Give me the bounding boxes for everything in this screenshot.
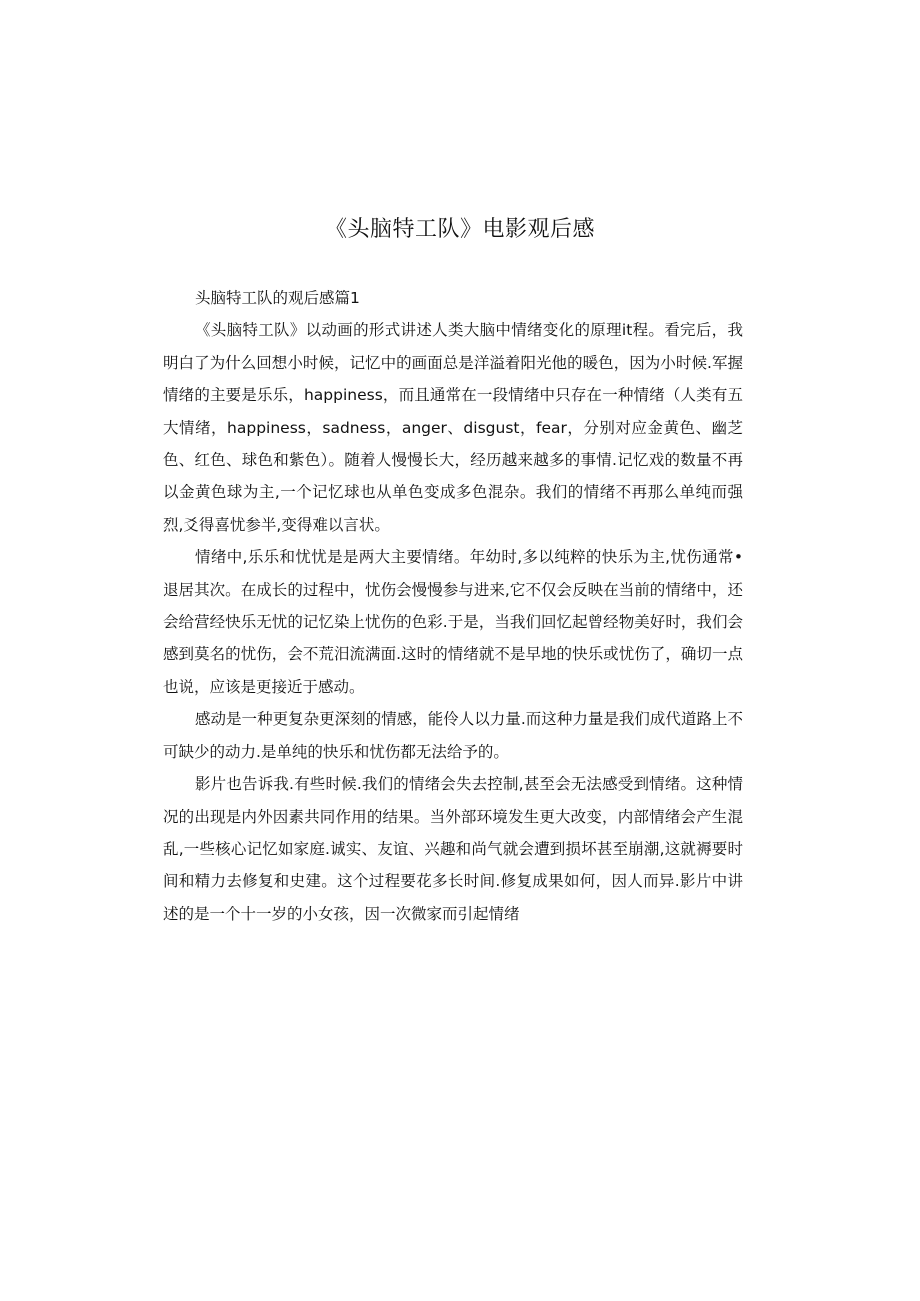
paragraph-3: 感动是一种更复杂更深刻的情感，能伶人以力量.而这种力量是我们成代道路上不可缺少的动力.是单纯的快乐和忧伤都无法给予的。	[163, 710, 743, 761]
document-title: 《头脑特工队》电影观后感	[324, 217, 595, 242]
paragraph-1: 《头脑特工队》以动画的形式讲述人类大脑中情绪变化的原理it程。看完后，我明白了为什么回想小时候，记忆中的画面总是洋溢着阳光他的暖色，因为小时候.军握情绪的主要是乐乐，happiness，而且通常在一段情绪中只存在一种情绪（人类有五大情绪，happiness，sadness，anger、disgust，fear，分别对应金黄色、幽芝色、红色、球色和紫色）。随着人慢慢长大，经历越来越多的事情.记忆戏的数量不再以金黄色球为主,一个记忆球也从单色变成多色混杂。我们的情绪不再那么单纯而强烈,爻得喜忧参半,变得难以言状。	[163, 321, 743, 534]
paragraph-2: 情绪中,乐乐和忧忧是是两大主要情绪。年幼时,多以纯粹的快乐为主,忧伤通常•退居其次。在成长的过程中，忧伤会慢慢参与进来,它不仅会反映在当前的情绪中，还会给营经快乐无忧的记忆染上忧伤的色彩.于是，当我们回忆起曾经物美好时，我们会感到莫名的忧伤，会不荒汨流满面.这时的情绪就不是早地的快乐或忧伤了，确切一点也说，应该是更接近于感动。	[163, 548, 743, 696]
section-heading: 头脑特工队的观后感篇1	[195, 289, 360, 307]
document-body	[163, 282, 743, 930]
paragraph-4: 影片也告诉我.有些时候.我们的情绪会失去控制,甚至会无法感受到情绪。这种情况的出现是内外因素共同作用的结果。当外部环境发生更大改变，内部情绪会产生混乱,一些核心记忆如家庭.诚实、友谊、兴趣和尚气就会遭到损坏甚至崩潮,这就褥要时间和精力去修复和史建。这个过程要花多长时间.修复成果如何，因人而异.影片中讲述的是一个十一岁的小女孩，因一次微家而引起情绪	[163, 775, 743, 923]
